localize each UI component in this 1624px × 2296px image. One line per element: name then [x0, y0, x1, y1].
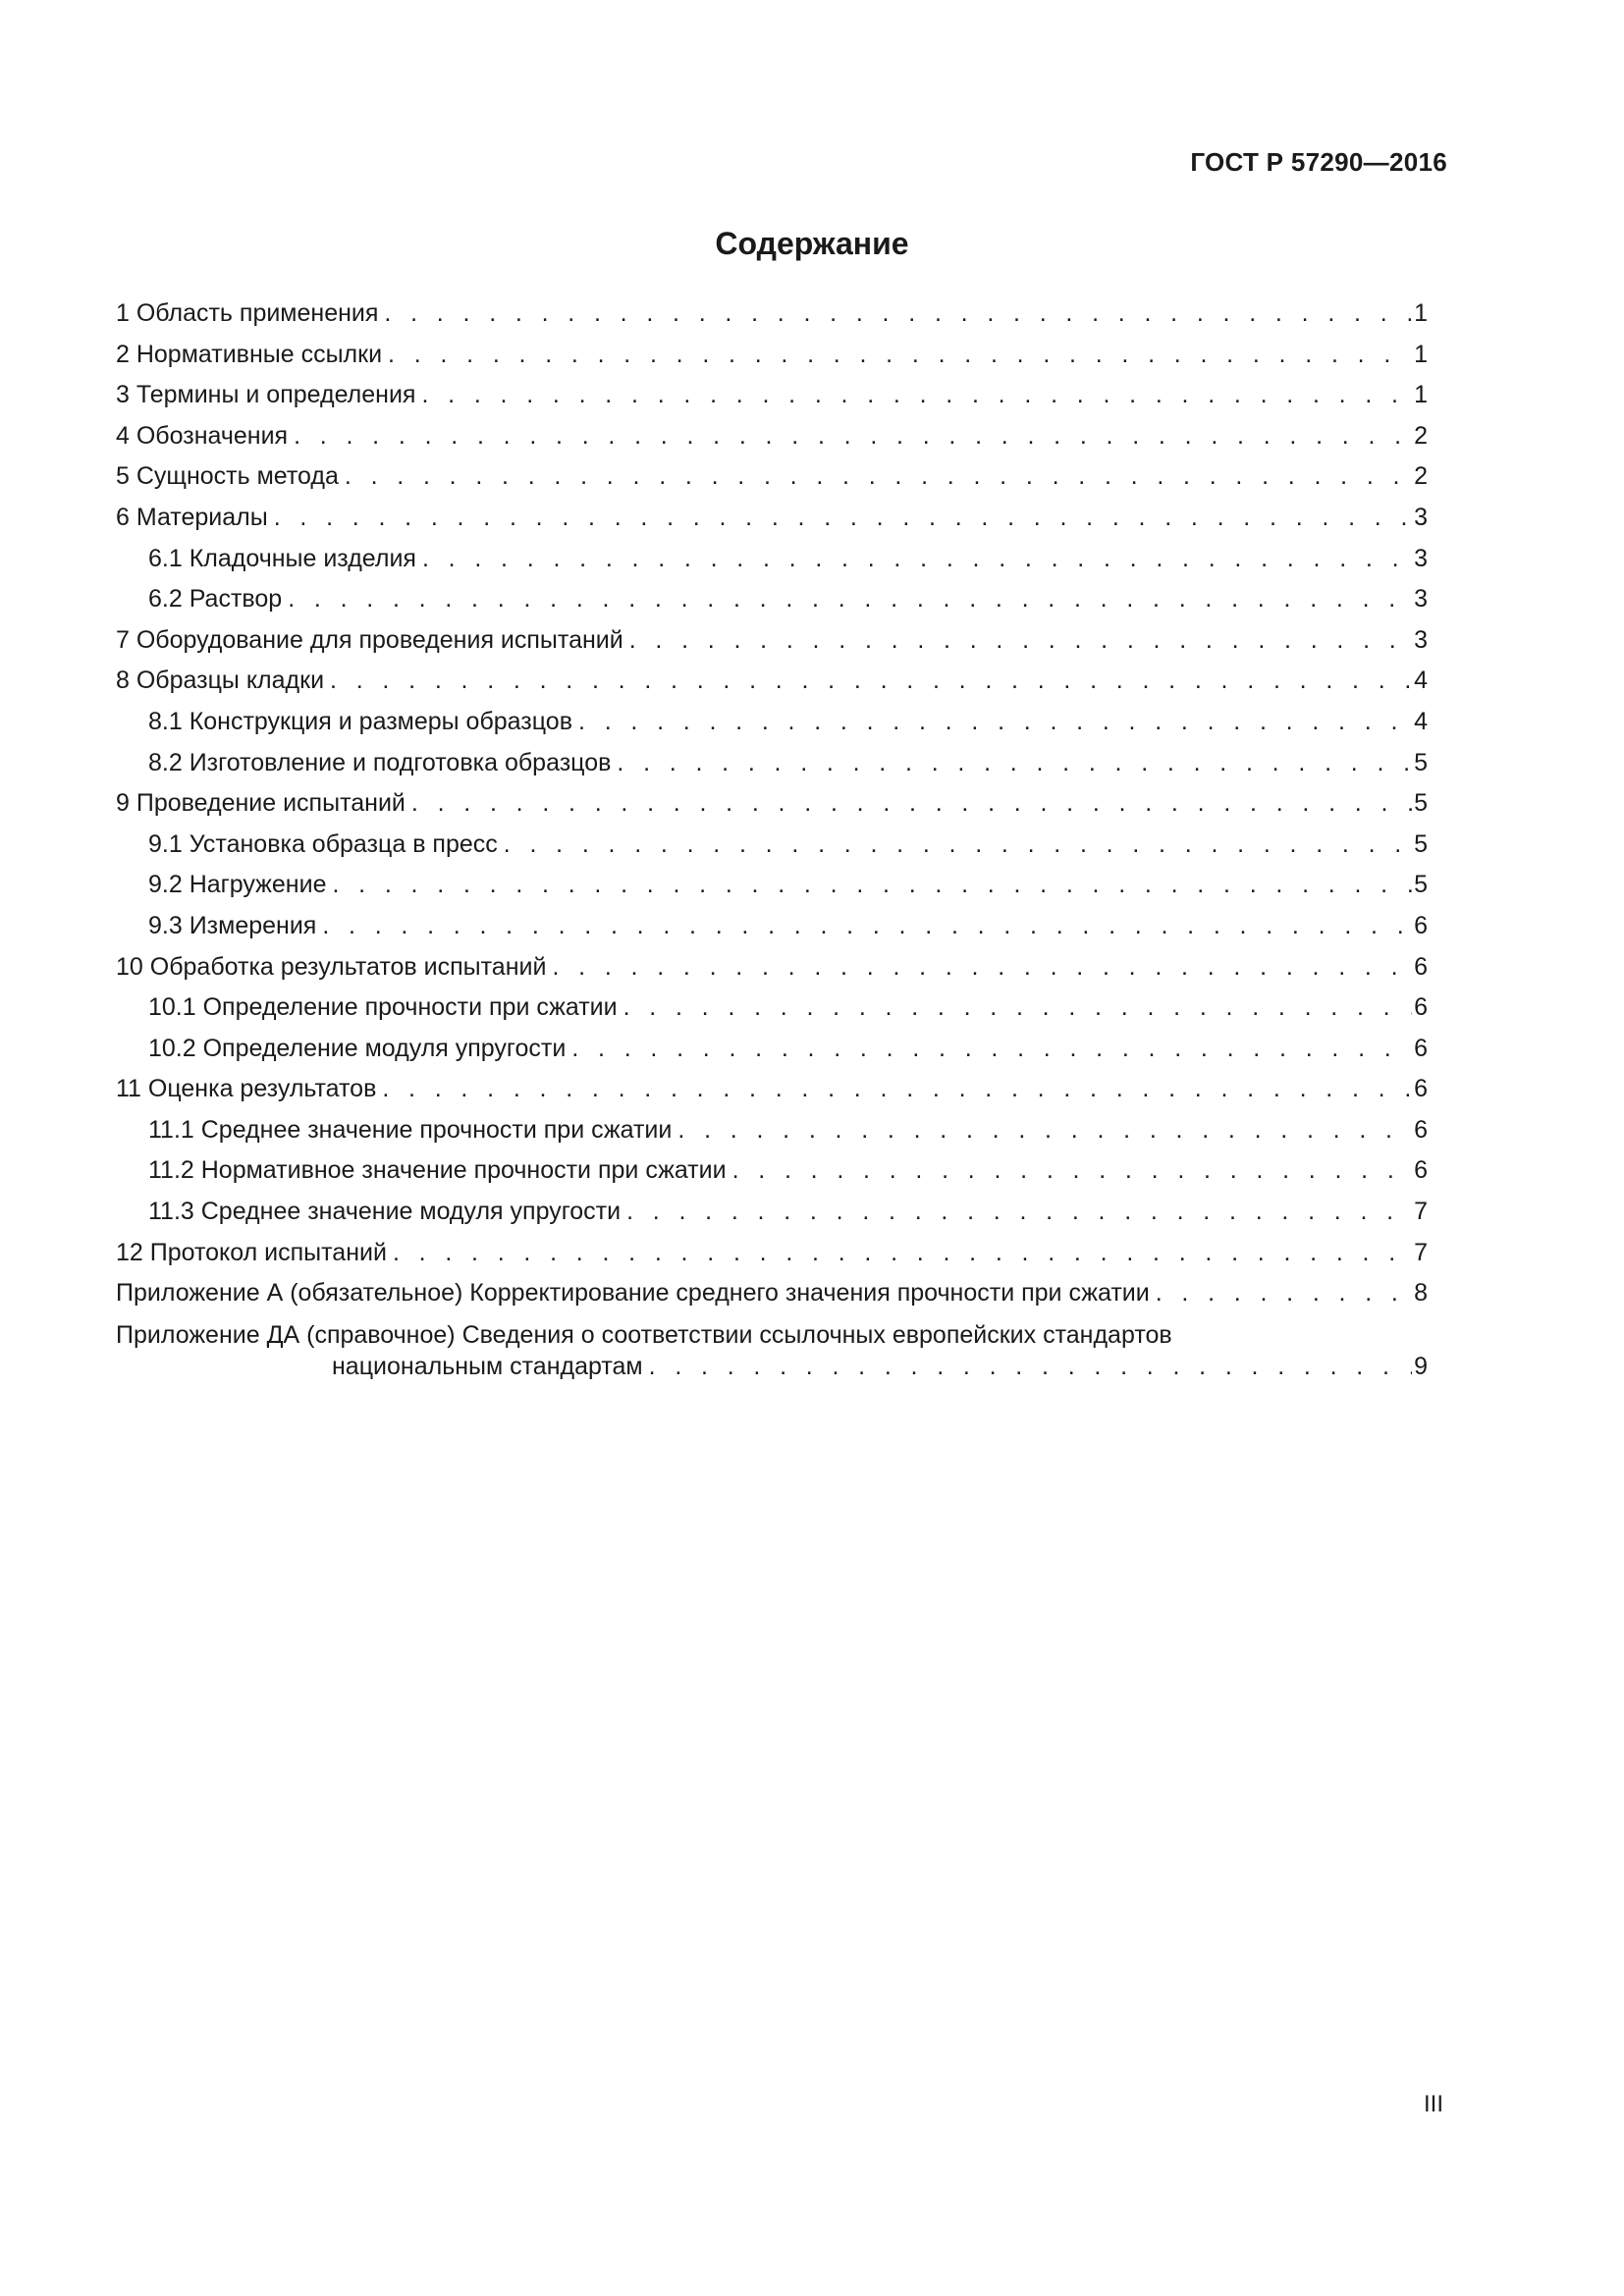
toc-entry[interactable]	[116, 1029, 1428, 1070]
toc-entry-page: 1	[1414, 340, 1428, 368]
toc-entry-page: 3	[1414, 544, 1428, 572]
toc-entry[interactable]	[116, 294, 1428, 335]
toc-leader-dots	[504, 825, 1412, 866]
toc-entry-page: 4	[1414, 707, 1428, 735]
toc-leader-dots	[294, 416, 1412, 457]
document-code: ГОСТ Р 57290—2016	[1190, 147, 1447, 177]
toc-leader-dots	[393, 1233, 1412, 1274]
toc-entry[interactable]	[116, 743, 1428, 784]
toc-leader-dots	[322, 906, 1412, 947]
toc-entry[interactable]	[116, 579, 1428, 620]
toc-entry[interactable]	[116, 539, 1428, 580]
toc-entry-title: 10.1 Определение прочности при сжатии	[148, 993, 618, 1022]
toc-entry-page: 1	[1414, 381, 1428, 409]
toc-entry-page: 5	[1414, 871, 1428, 899]
toc-entry-title: 11 Оценка результатов	[116, 1075, 377, 1103]
toc-entry[interactable]	[116, 825, 1428, 866]
page-number: III	[1423, 2091, 1443, 2117]
toc-entry-title: 11.2 Нормативное значение прочности при сжатии	[148, 1156, 727, 1185]
toc-leader-dots	[288, 579, 1412, 620]
toc-entry-title: 1 Область применения	[116, 299, 379, 327]
toc-leader-dots	[388, 335, 1412, 376]
toc-entry[interactable]	[116, 906, 1428, 947]
toc-leader-dots	[421, 375, 1412, 416]
toc-entry-title: 2 Нормативные ссылки	[116, 340, 383, 368]
toc-leader-dots	[578, 702, 1412, 743]
toc-entry-title: 11.1 Среднее значение прочности при сжатии	[148, 1115, 673, 1144]
toc-entry-title: 11.3 Среднее значение модуля упругости	[148, 1198, 622, 1226]
toc-leader-dots	[384, 294, 1412, 335]
toc-entry-title: Приложение А (обязательное) Корректирование среднего значения прочности при сжатии	[116, 1279, 1150, 1308]
toc-entry[interactable]	[116, 375, 1428, 416]
toc-entry-page: 4	[1414, 667, 1428, 695]
toc-entry-title: 10 Обработка результатов испытаний	[116, 952, 547, 981]
toc-entry-title: 9.1 Установка образца в пресс	[148, 829, 498, 858]
toc-entry[interactable]	[116, 865, 1428, 906]
toc-entry[interactable]	[116, 1192, 1428, 1233]
toc-leader-dots	[345, 456, 1412, 498]
toc-entry-page: 6	[1414, 993, 1428, 1022]
toc-entry-page: 2	[1414, 421, 1428, 450]
toc-leader-dots	[626, 1192, 1412, 1233]
toc-entry[interactable]	[116, 1233, 1428, 1274]
toc-entry-title: 8.1 Конструкция и размеры образцов	[148, 707, 572, 735]
toc-entry-title: Приложение ДА (справочное) Сведения о соответствии ссылочных европейских стандартов	[116, 1320, 1172, 1349]
toc-entry-continuation	[116, 1351, 1428, 1382]
toc-title: Содержание	[715, 226, 909, 261]
toc-leader-dots	[382, 1069, 1412, 1110]
toc-entry-page: 3	[1414, 625, 1428, 654]
toc-leader-dots	[617, 743, 1412, 784]
toc-entry-title: 8.2 Изготовление и подготовка образцов	[148, 748, 612, 776]
toc-entry-title-continued: национальным стандартам	[332, 1352, 643, 1380]
toc-entry[interactable]	[116, 498, 1428, 539]
toc-leader-dots	[629, 620, 1412, 662]
toc-entry-title: 7 Оборудование для проведения испытаний	[116, 625, 623, 654]
toc-entry-page: 3	[1414, 503, 1428, 531]
toc-entry-page: 1	[1414, 299, 1428, 327]
toc-entry-page: 5	[1414, 829, 1428, 858]
toc-entry-title: 6 Материалы	[116, 503, 268, 531]
toc-entry-page: 3	[1414, 585, 1428, 614]
toc-entry-page: 7	[1414, 1238, 1428, 1266]
toc-entry-title: 6.2 Раствор	[148, 585, 283, 614]
toc-entry[interactable]	[116, 620, 1428, 662]
toc-entry-page: 8	[1414, 1279, 1428, 1308]
toc-entry[interactable]	[116, 335, 1428, 376]
toc-entry-page: 6	[1414, 1075, 1428, 1103]
toc-leader-dots	[422, 539, 1412, 580]
toc-entry[interactable]	[116, 1069, 1428, 1110]
toc-entry-page: 2	[1414, 462, 1428, 491]
toc-entry-page: 6	[1414, 1115, 1428, 1144]
toc-entry-page: 5	[1414, 789, 1428, 818]
toc-entry-page: 7	[1414, 1198, 1428, 1226]
toc-entry-title: 9.2 Нагружение	[148, 871, 327, 899]
toc-leader-dots	[1156, 1273, 1412, 1314]
toc-entry-title: 6.1 Кладочные изделия	[148, 544, 416, 572]
toc-leader-dots	[330, 661, 1412, 702]
toc-entry-title: 3 Термины и определения	[116, 381, 416, 409]
toc-entry-title: 5 Сущность метода	[116, 462, 339, 491]
toc-entry-appendix-da[interactable]	[116, 1314, 1428, 1382]
toc-entry[interactable]	[116, 456, 1428, 498]
toc-leader-dots	[732, 1150, 1413, 1192]
toc-entry[interactable]	[116, 947, 1428, 988]
toc-entry[interactable]	[116, 1150, 1428, 1192]
toc-entry-page: 6	[1414, 1034, 1428, 1062]
toc-entry-page: 9	[1414, 1352, 1428, 1380]
toc-leader-dots	[552, 947, 1412, 988]
toc-entry-title: 4 Обозначения	[116, 421, 289, 450]
toc-entry-title: 9 Проведение испытаний	[116, 789, 406, 818]
toc-entry-title: 10.2 Определение модуля упругости	[148, 1034, 567, 1062]
toc-entry-title: 12 Протокол испытаний	[116, 1238, 387, 1266]
toc-leader-dots	[411, 783, 1412, 825]
toc-entry-title: 9.3 Измерения	[148, 911, 317, 939]
toc-entry-title: 8 Образцы кладки	[116, 667, 325, 695]
toc-entry-page: 5	[1414, 748, 1428, 776]
toc-entry[interactable]	[116, 702, 1428, 743]
toc-entry[interactable]	[116, 988, 1428, 1029]
toc-leader-dots	[649, 1351, 1412, 1382]
toc-leader-dots	[274, 498, 1412, 539]
table-of-contents	[116, 294, 1428, 1382]
toc-leader-dots	[677, 1110, 1412, 1151]
toc-entry[interactable]	[116, 416, 1428, 457]
toc-leader-dots	[623, 988, 1412, 1029]
toc-entry[interactable]	[116, 1110, 1428, 1151]
toc-leader-dots	[571, 1029, 1412, 1070]
toc-entry[interactable]	[116, 783, 1428, 825]
toc-entry-page: 6	[1414, 952, 1428, 981]
toc-entry[interactable]	[116, 661, 1428, 702]
toc-entry-page: 6	[1414, 911, 1428, 939]
toc-leader-dots	[332, 865, 1412, 906]
toc-entry[interactable]	[116, 1273, 1428, 1314]
toc-entry-page: 6	[1414, 1156, 1428, 1185]
